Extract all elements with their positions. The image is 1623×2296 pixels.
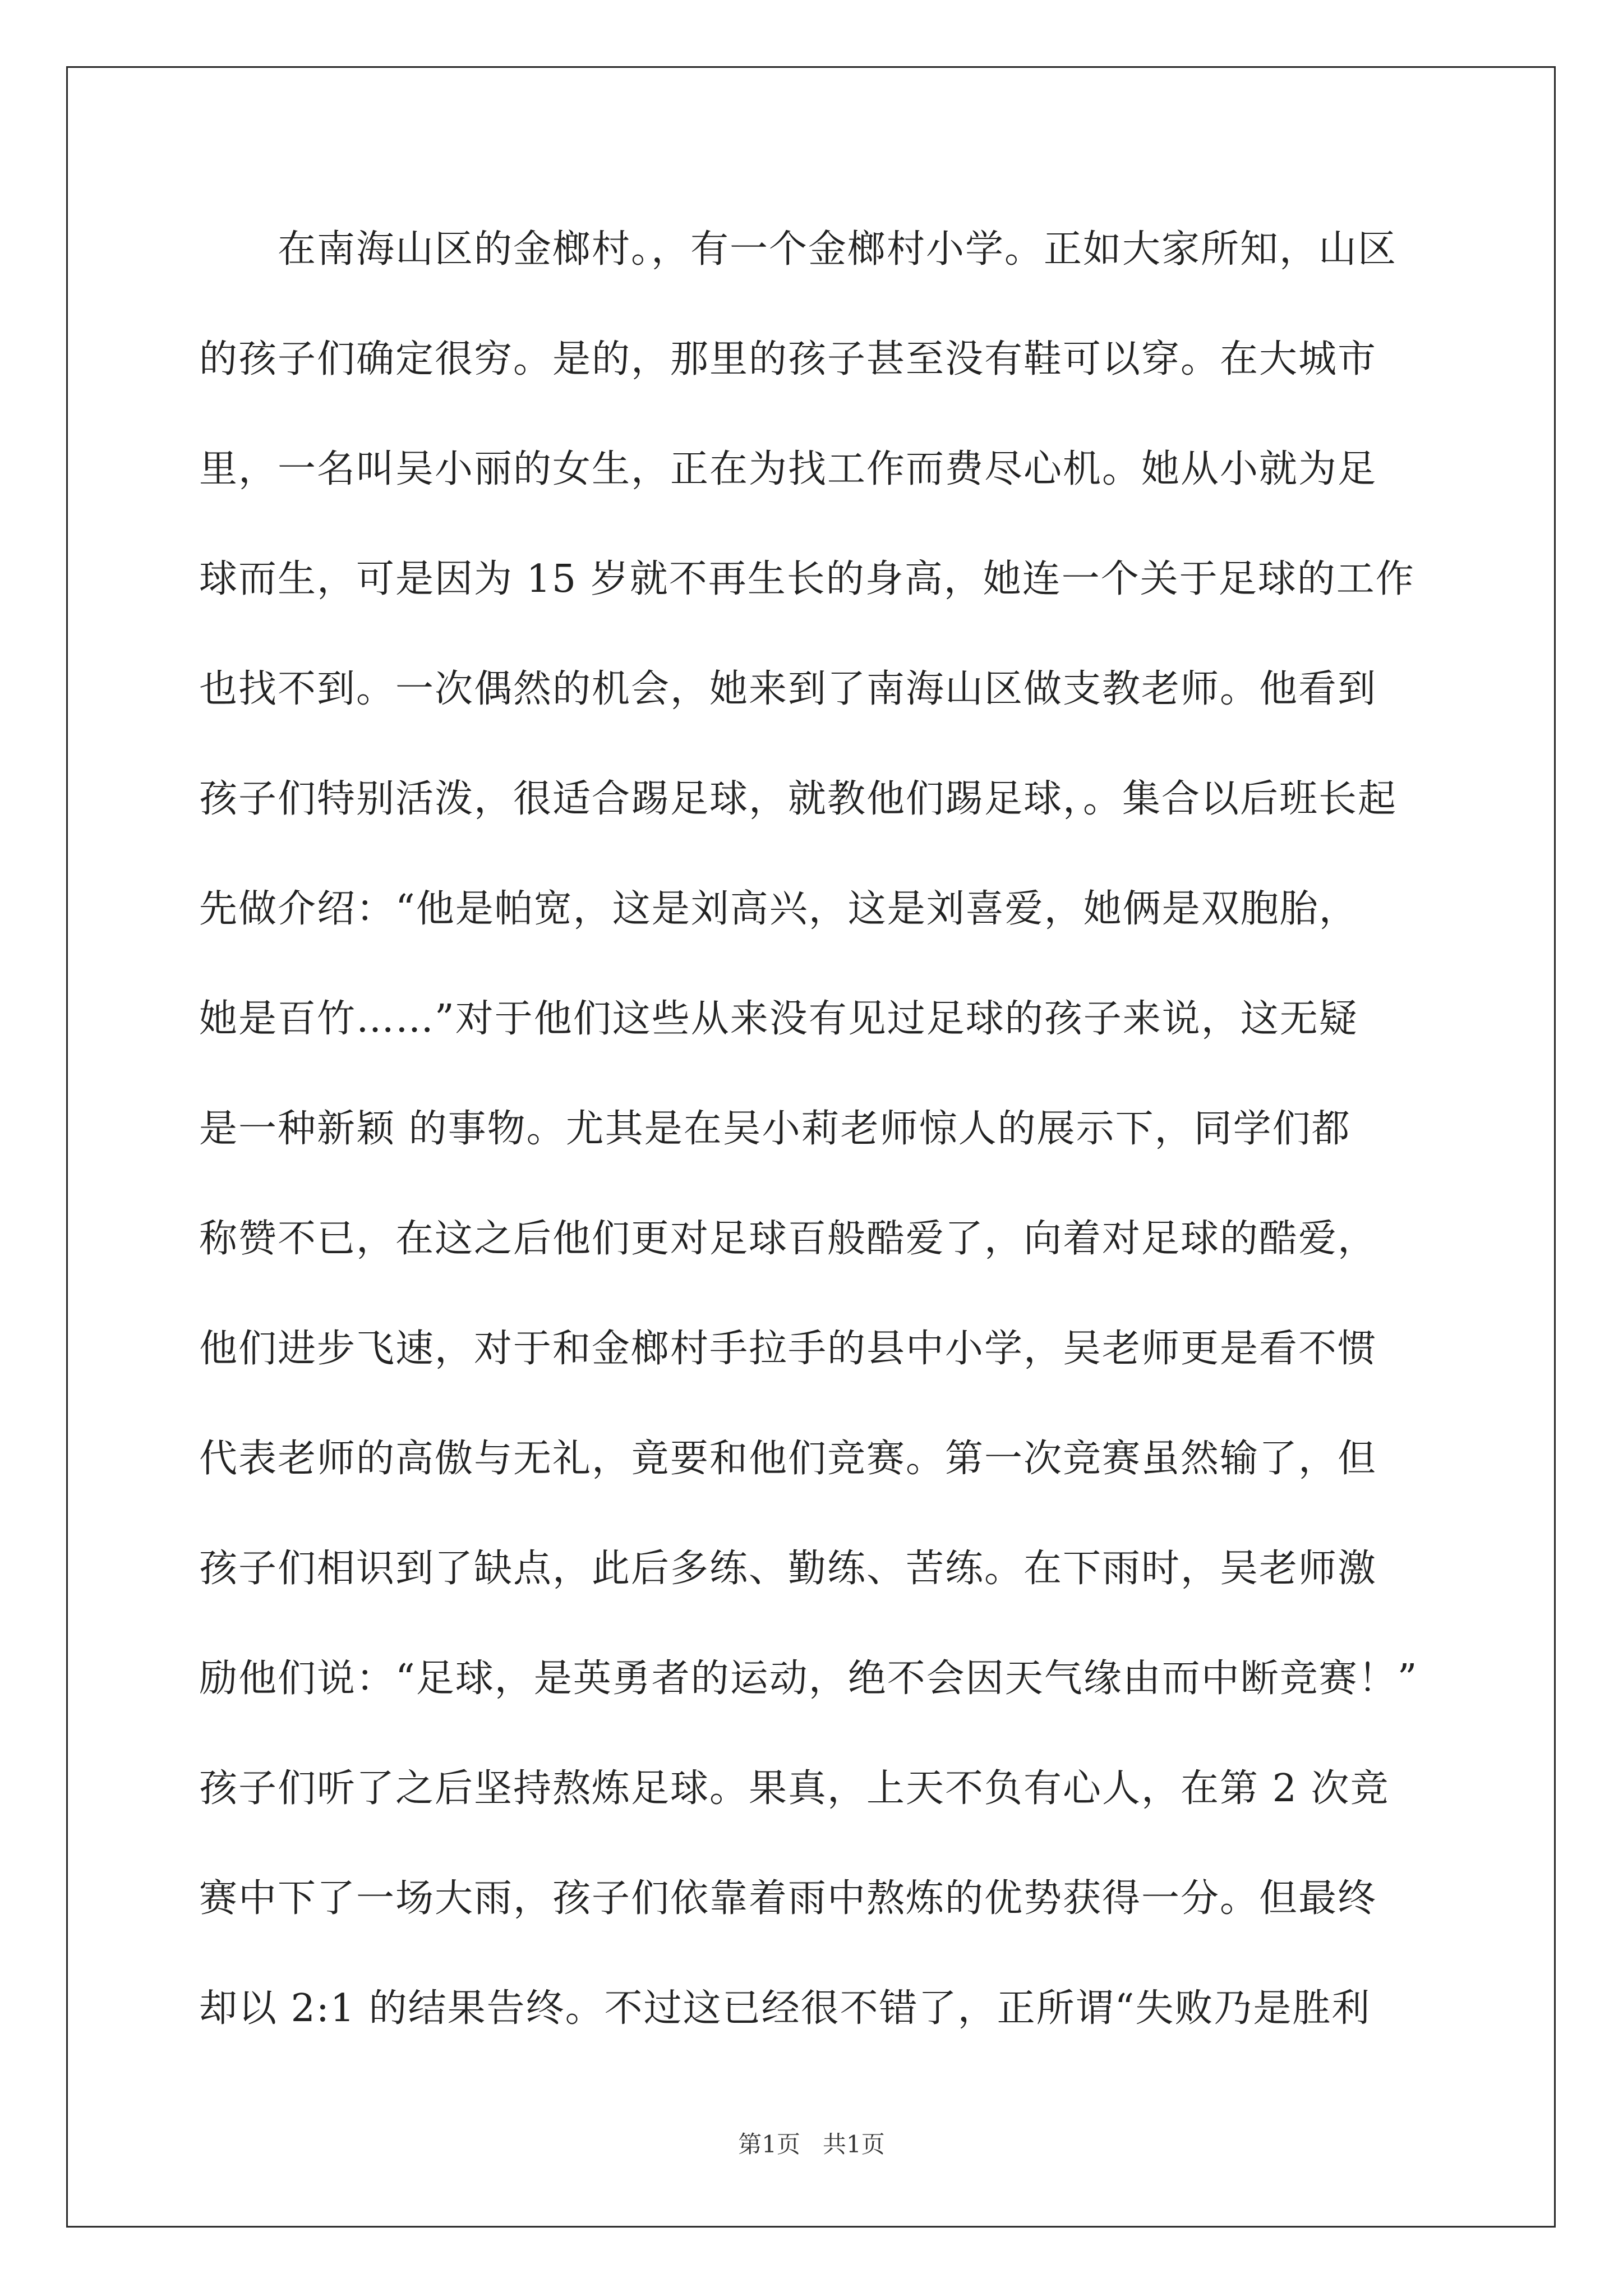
- text-line: 在南海山区的金榔村。，有一个金榔村小学。正如大家所知，山区: [278, 227, 1398, 272]
- text-line: 也找不到。一次偶然的机会，她来到了南海山区做支教老师。他看到: [199, 667, 1377, 711]
- text-line: 赛中下了一场大雨，孩子们依靠着雨中熬炼的优势获得一分。但最终: [199, 1876, 1377, 1921]
- text-line: 他们进步飞速，对于和金榔村手拉手的县中小学，吴老师更是看不惯: [199, 1327, 1377, 1371]
- text-line: 孩子们听了之后坚持熬炼足球。果真，上天不负有心人，在第 2 次竞: [199, 1766, 1390, 1811]
- text-line: 的孩子们确定很穷。是的，那里的孩子甚至没有鞋可以穿。在大城市: [199, 337, 1377, 381]
- text-line: 孩子们相识到了缺点，此后多练、勤练、苦练。在下雨时，吴老师激: [199, 1547, 1377, 1591]
- text-line: 孩子们特别活泼，很适合踢足球，就教他们踢足球，。集合以后班长起: [199, 777, 1398, 821]
- text-line: 励他们说：“足球，是英勇者的运动，绝不会因天气缘由而中断竞赛！”: [199, 1657, 1418, 1701]
- body-text: [199, 216, 1433, 2085]
- text-line: 里，一名叫吴小丽的女生，正在为找工作而费尽心机。她从小就为足: [199, 447, 1377, 491]
- page-footer: 第1页 共1页: [738, 2131, 885, 2158]
- text-line: 是一种新颖 的事物。尤其是在吴小莉老师惊人的展示下，同学们都: [199, 1107, 1351, 1151]
- text-line: 却以 2:1 的结果告终。不过这已经很不错了，正所谓“失败乃是胜利: [199, 1986, 1371, 2031]
- text-line: 球而生，可是因为 15 岁就不再生长的身高，她连一个关于足球的工作: [199, 557, 1415, 601]
- text-line: 她是百竹……”对于他们这些从来没有见过足球的孩子来说，这无疑: [199, 997, 1358, 1041]
- text-line: 代表老师的高傲与无礼，竟要和他们竞赛。第一次竞赛虽然输了，但: [199, 1437, 1377, 1481]
- text-line: 称赞不已，在这之后他们更对足球百般酷爱了，向着对足球的酷爱，: [199, 1217, 1377, 1261]
- text-line: 先做介绍：“他是帕宽，这是刘高兴，这是刘喜爱，她俩是双胞胎，: [199, 887, 1358, 931]
